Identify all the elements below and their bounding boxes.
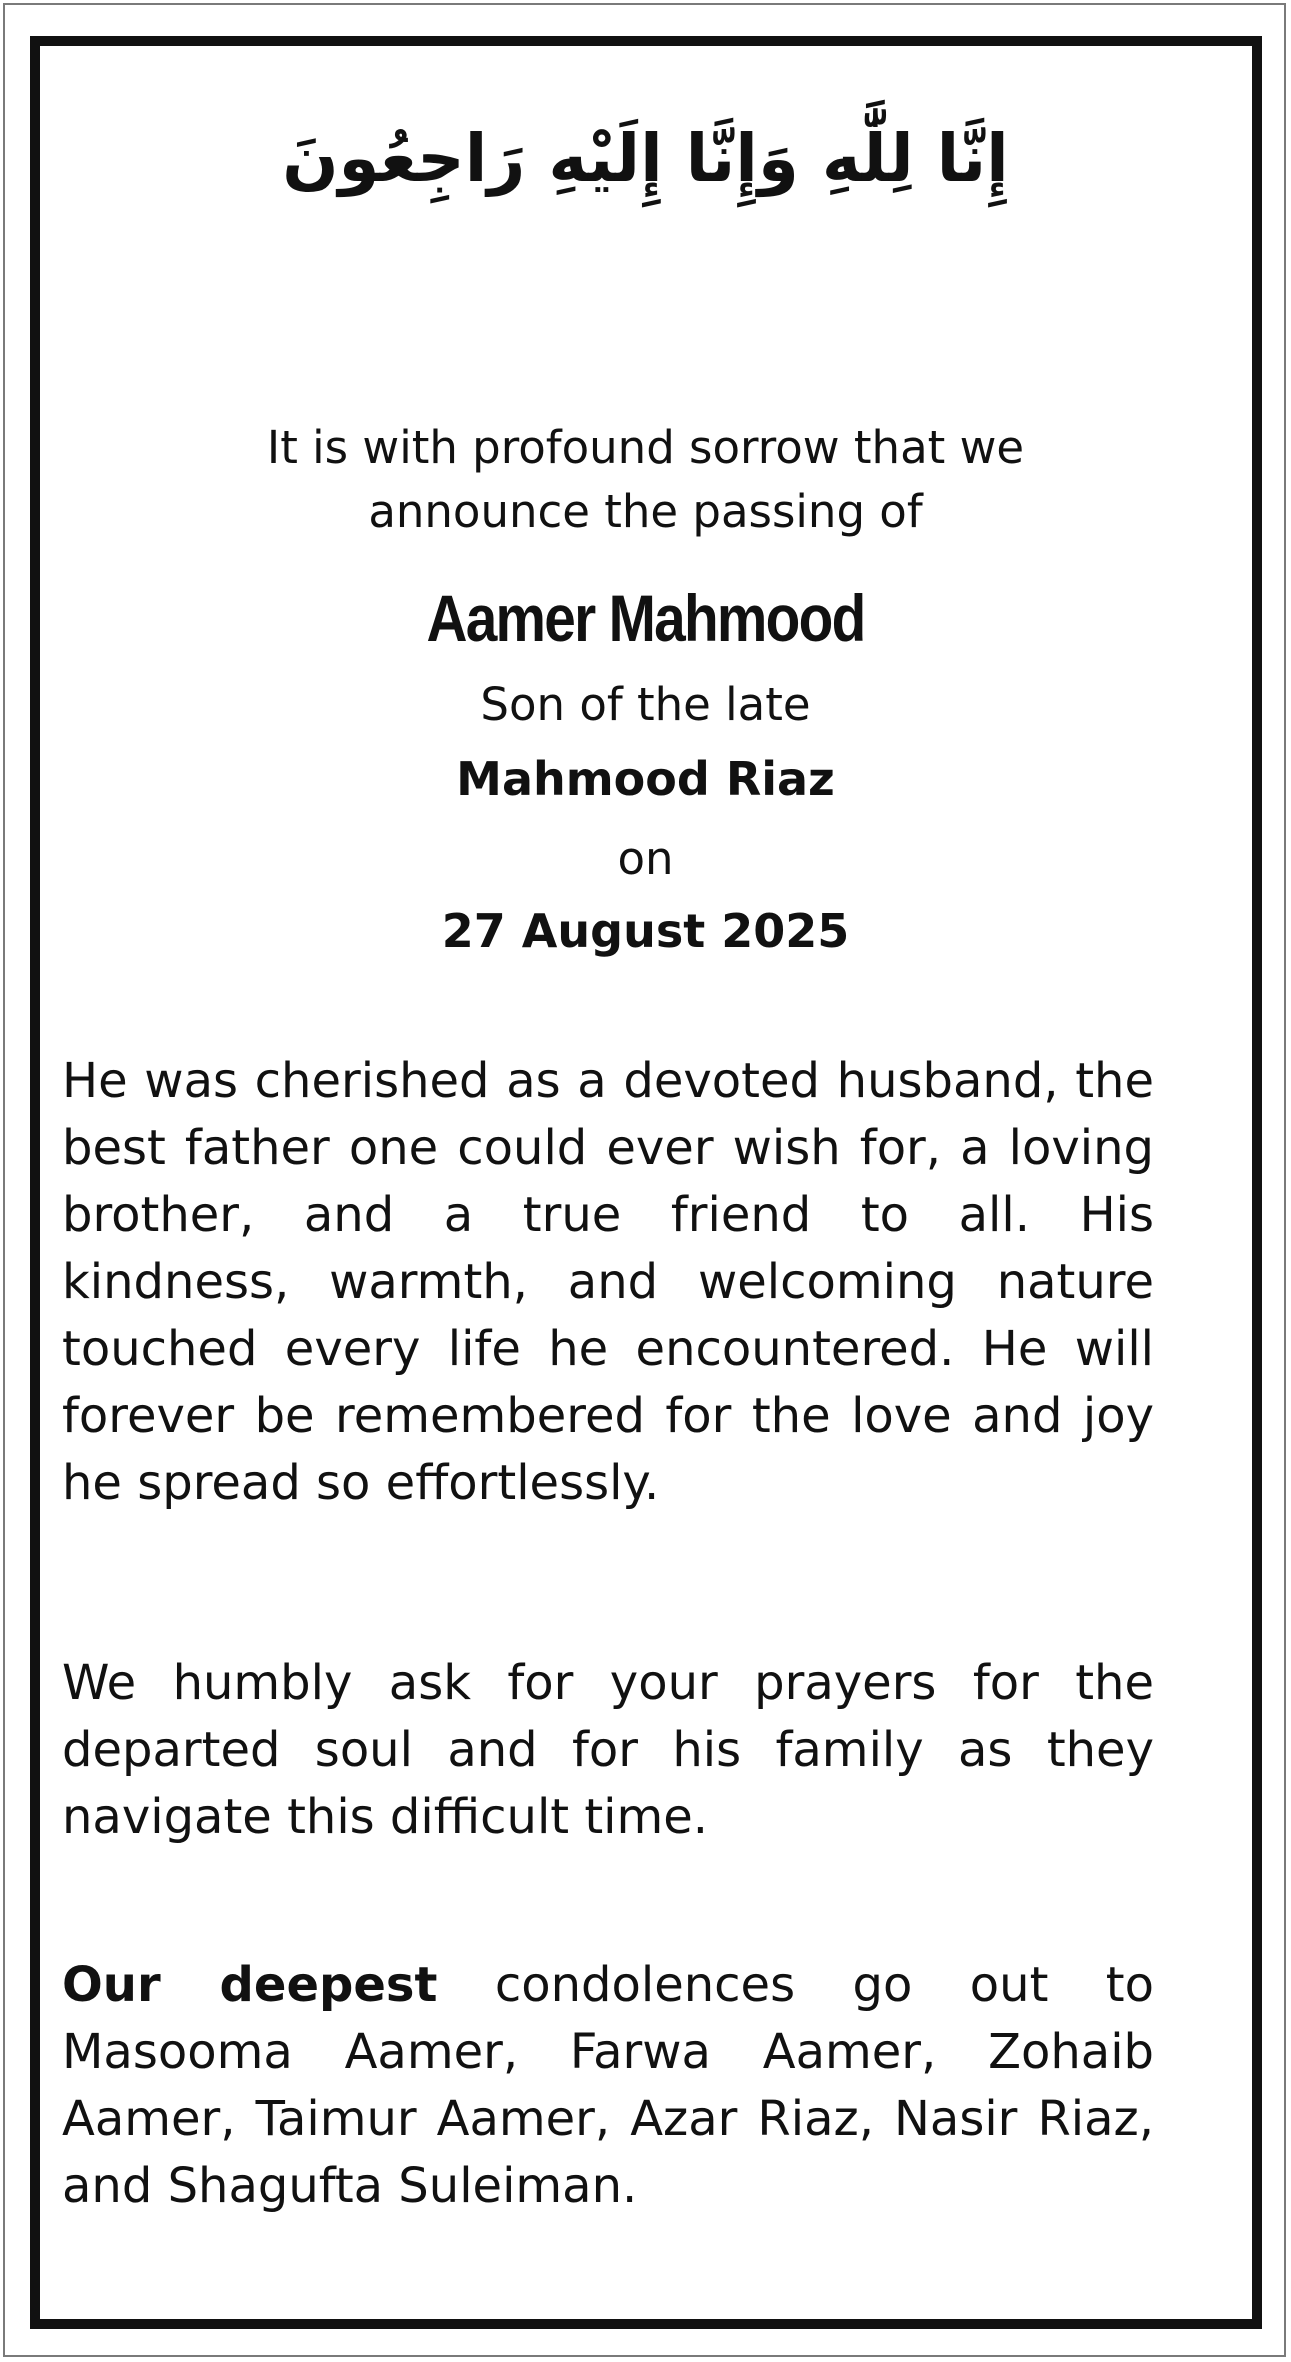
arabic-calligraphy-header: إِنَّا لِلَّٰهِ وَإِنَّا إِلَيْهِ رَاجِعُونَ — [282, 120, 1009, 197]
relation-text: Son of the late — [480, 678, 811, 731]
prayer-request-paragraph: We humbly ask for your prayers for the departed soul and for his family as they navigate this difficult time. — [62, 1655, 1154, 1845]
condolences-text: condolences go out to Masooma Aamer, Farwa Aamer, Zohaib Aamer, Taimur Aamer, Azar Riaz, Nasir Riaz, and Shagufta Suleiman. — [62, 1957, 1154, 2214]
condolences-lead: Our deepest — [62, 1957, 438, 2013]
father-name: Mahmood Riaz — [456, 752, 835, 806]
deceased-name: Aamer Mahmood — [426, 581, 865, 655]
intro-line-2: announce the passing of — [368, 485, 923, 538]
date-of-passing: 27 August 2025 — [441, 904, 850, 958]
condolences-paragraph — [62, 1952, 1154, 2220]
tribute-paragraph: He was cherished as a devoted husband, the best father one could ever wish for, a loving brother, and a true friend to all. His kindness, warmth, and welcoming nature touched every life he encountered. He will forever be remembered for the love and joy he spread so effortlessly. — [62, 1053, 1154, 1511]
on-text: on — [617, 832, 674, 885]
intro-text — [0, 416, 1291, 544]
intro-line-1: It is with profound sorrow that we — [266, 421, 1025, 474]
